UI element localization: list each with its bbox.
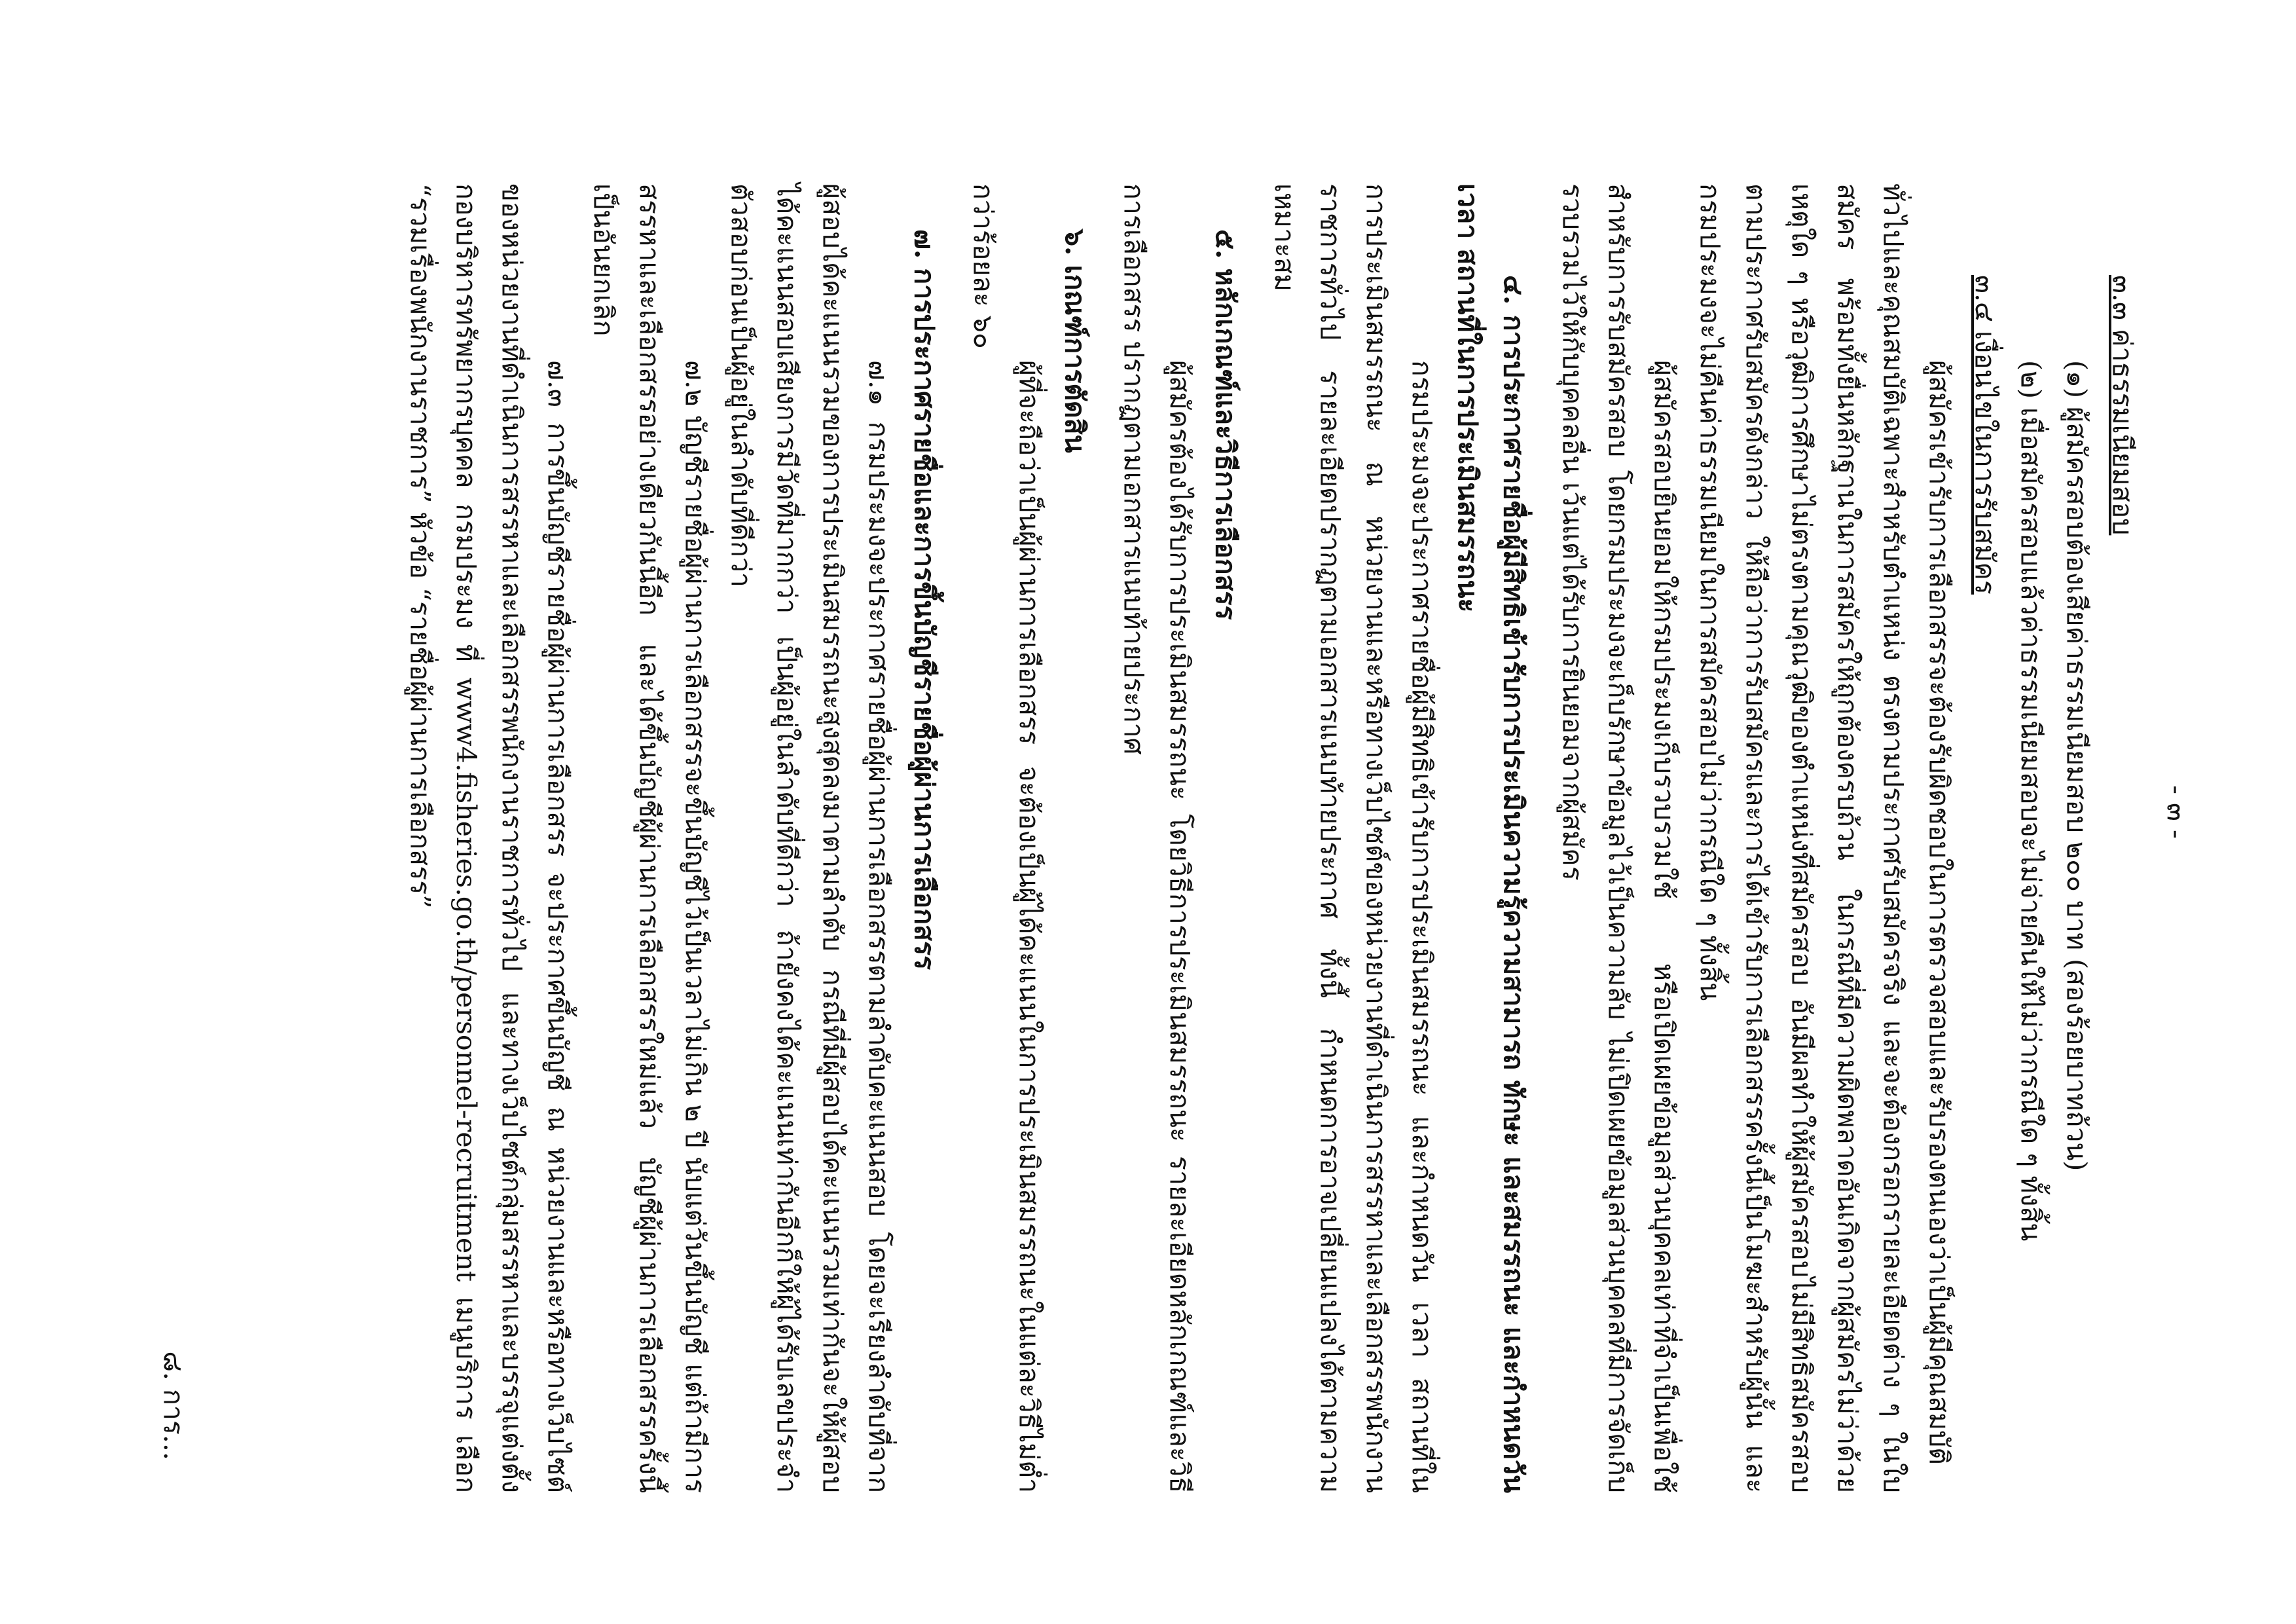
section-7-1-paragraph: ๗.๑ กรมประมงจะประกาศรายชื่อผู้ผ่านการเลือกสรรตามลำดับคะแนนสอบ โดยจะเรียงลำดับที่จากผู้สอบได้คะแนนรวมของการประเมินสมรรถนะสูงสุดลงมาตามลำดับ กรณีที่มีผู้สอบได้คะแนนรวมเท่ากันจะให้ผู้สอบได้คะแนนสอบเสียงการมีวัดที่มากกว่า เป็นผู้อยู่ในลำดับที่ดีกว่า ถ้ายังคงได้คะแนนเท่ากันอีกก็ให้ผู้ได้รับเลขประจำตัวสอบก่อนเป็นผู้อยู่ในลำดับที่ดีกว่า (725, 183, 894, 1493)
section-7-3-paragraph: ๗.๓ การขึ้นบัญชีรายชื่อผู้ผ่านการเลือกสรร จะประกาศขึ้นบัญชี ณ หน่วยงานและหรือทางเว็บไซต์ของหน่วยงานที่ดำเนินการสรรหาและเลือกสรรพนักงานราชการทั่วไป และทางเว็บไซต์กลุ่มสรรหาและบรรจุแต่งตั้ง กองบริหารทรัพยากรบุคคล กรมประมง ที่ www4.fisheries.go.th/personnel-recruitment เมนูบริการ เลือก “รวมเรื่องพนักงานราชการ” หัวข้อ “รายชื่อผู้ผ่านการเลือกสรร” (405, 183, 574, 1493)
section-5-title: ๕. หลักเกณฑ์และวิธีการเลือกสรร (1210, 229, 1241, 620)
section-3-3-title: ๓.๓ ค่าธรรมเนียมสอบ (2107, 275, 2138, 536)
section-4-title: ๔. การประกาศรายชื่อผู้มีสิทธิเข้ารับการประเมินความรู้ความสามารถ ทักษะ และสมรรถนะ และกำหนดวัน เวลา สถานที่ในการประเมินสมรรถนะ (1452, 183, 1529, 1493)
document-body (397, 183, 2145, 1493)
page-number: - ๓ - (2161, 785, 2193, 839)
section-3-3-item-2: (๒) เมื่อสมัครสอบแล้วค่าธรรมเนียมสอบจะไม่จ่ายคืนให้ไม่ว่ากรณีใด ๆ ทั้งสิ้น (2015, 360, 2047, 1242)
section-5-paragraph: ผู้สมัครต้องได้รับการประเมินสมรรถนะ โดยวิธีการประเมินสมรรถนะ รายละเอียดหลักเกณฑ์และวิธีการเลือกสรร ปรากฏตามเอกสารแนบท้ายประกาศ (1118, 183, 1195, 1493)
continuation-footer: ๘. การ... (158, 1351, 189, 1460)
section-6-title: ๖. เกณฑ์การตัดสิน (1059, 229, 1091, 453)
section-4-paragraph: กรมประมงจะประกาศรายชื่อผู้มีสิทธิเข้ารับการประเมินสมรรถนะ และกำหนดวัน เวลา สถานที่ในการประเมินสมรรถนะ ณ หน่วยงานและหรือทางเว็บไซต์ของหน่วยงานที่ดำเนินการสรรหาและเลือกสรรพนักงานราชการทั่วไป รายละเอียดปรากฏตามเอกสารแนบท้ายประกาศ ทั้งนี้ กำหนดการอาจเปลี่ยนแปลงได้ตามความเหมาะสม (1269, 183, 1438, 1493)
section-3-4-paragraph-1: ผู้สมัครเข้ารับการเลือกสรรจะต้องรับผิดชอบในการตรวจสอบและรับรองตนเองว่าเป็นผู้มีคุณสมบัติทั่วไปและคุณสมบัติเฉพาะสำหรับตำแหน่ง ตรงตามประกาศรับสมัครจริง และจะต้องกรอกรายละเอียดต่าง ๆ ในใบสมัคร พร้อมทั้งยื่นหลักฐานในการสมัครให้ถูกต้องครบถ้วน ในกรณีที่มีความผิดพลาดอันเกิดจากผู้สมัครไม่ว่าด้วยเหตุใด ๆ หรือวุฒิการศึกษาไม่ตรงตามคุณวุฒิของตำแหน่งที่สมัครสอบ อันมีผลทำให้ผู้สมัครสอบไม่มีสิทธิสมัครสอบตามประกาศรับสมัครดังกล่าว ให้ถือว่าการรับสมัครและการได้เข้ารับการเลือกสรรครั้งนี้เป็นโมฆะสำหรับผู้นั้น และกรมประมงจะไม่คืนค่าธรรมเนียมในการสมัครสอบไม่ว่ากรณีใด ๆ ทั้งสิ้น (1694, 183, 1955, 1493)
section-3-3-item-1: (๑) ผู้สมัครสอบต้องเสียค่าธรรมเนียมสอบ ๒๐๐ บาท (สองร้อยบาทถ้วน) (2061, 360, 2092, 1172)
section-3-4-title: ๓.๔ เงื่อนไขในการรับสมัคร (1969, 275, 2001, 595)
section-3-4-paragraph-2: ผู้สมัครสอบยินยอมให้กรมประมงเก็บรวบรวมใช้ หรือเปิดเผยข้อมูลส่วนบุคคลเท่าที่จำเป็นเพื่อใช้สำหรับการรับสมัครสอบ โดยกรมประมงจะเก็บรักษาข้อมูลไว้เป็นความลับ ไม่เปิดเผยข้อมูลส่วนบุคคลที่มีการจัดเก็บรวบรวมไว้ให้กับบุคคลอื่น เว้นแต่ได้รับการยินยอมจากผู้สมัคร (1557, 183, 1680, 1493)
section-6-paragraph: ผู้ที่จะถือว่าเป็นผู้ผ่านการเลือกสรร จะต้องเป็นผู้ได้คะแนนในการประเมินสมรรถนะในแต่ละวิธีไม่ต่ำกว่าร้อยละ ๖๐ (968, 183, 1045, 1493)
section-7-2-paragraph: ๗.๒ บัญชีรายชื่อผู้ผ่านการเลือกสรรจะขึ้นบัญชีไว้เป็นเวลาไม่เกิน ๒ ปี นับแต่วันขึ้นบัญชี แต่ถ้ามีการสรรหาและเลือกสรรอย่างเดียวกันนี้อีก และได้ขึ้นบัญชีผู้ผ่านการเลือกสรรใหม่แล้ว บัญชีผู้ผ่านการเลือกสรรครั้งนี้เป็นอันยกเลิก (588, 183, 711, 1493)
section-7-title: ๗. การประกาศรายชื่อและการขึ้นบัญชีรายชื่อผู้ผ่านการเลือกสรร (909, 229, 940, 970)
